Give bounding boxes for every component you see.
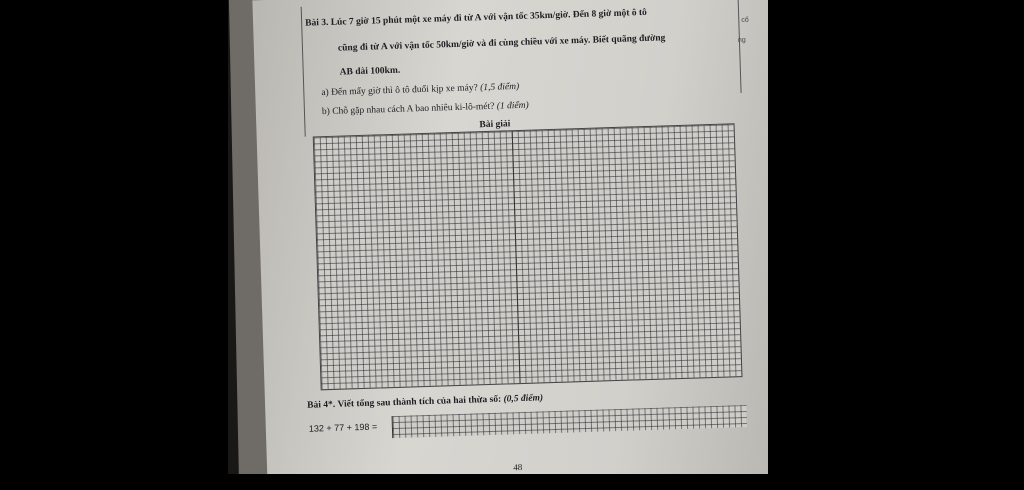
right-margin-line [737,0,741,93]
problem4-line [307,393,543,410]
part-b-points: (1 điểm) [496,100,529,112]
answer-grid[interactable] [313,123,743,390]
problem4-expression: 132 + 77 + 198 = [308,421,378,434]
problem4-answer-grid[interactable] [392,405,748,438]
problem3-text-line2: cũng đi từ A với vận tốc 50km/giờ và đi cùng chiều với xe máy. Biết quãng đường [337,33,666,54]
problem3-line1 [305,8,647,29]
part-a-question: a) Đến mấy giờ thì ô tô đuổi kịp xe máy? [321,83,478,99]
page-number: 48 [513,462,523,473]
problem4-points: (0,5 điểm) [503,393,544,405]
problem4-text: Viết tổng sau thành tích của hai thừa số: [337,394,502,410]
problem3-part-b [322,101,529,117]
solution-heading: Bài giải [479,119,511,131]
problem3-title: Bài 3. [305,17,329,29]
problem3-part-a [321,82,519,98]
problem3-text-line3: AB dài 100km. [339,65,401,78]
grid-center-line [512,131,521,383]
part-b-question: b) Chỗ gặp nhau cách A bao nhiêu ki-lô-mét? [321,101,495,118]
part-a-points: (1,5 điểm) [479,81,520,94]
problem3-text-line1: Lúc 7 giờ 15 phút một xe máy đi từ A với vận tốc 35km/giờ. Đến 8 giờ một ô tô [330,7,648,28]
problem4-title: Bài 4*. [307,399,336,411]
margin-note-top: cố [741,16,749,24]
margin-note-side: ng [737,36,746,45]
